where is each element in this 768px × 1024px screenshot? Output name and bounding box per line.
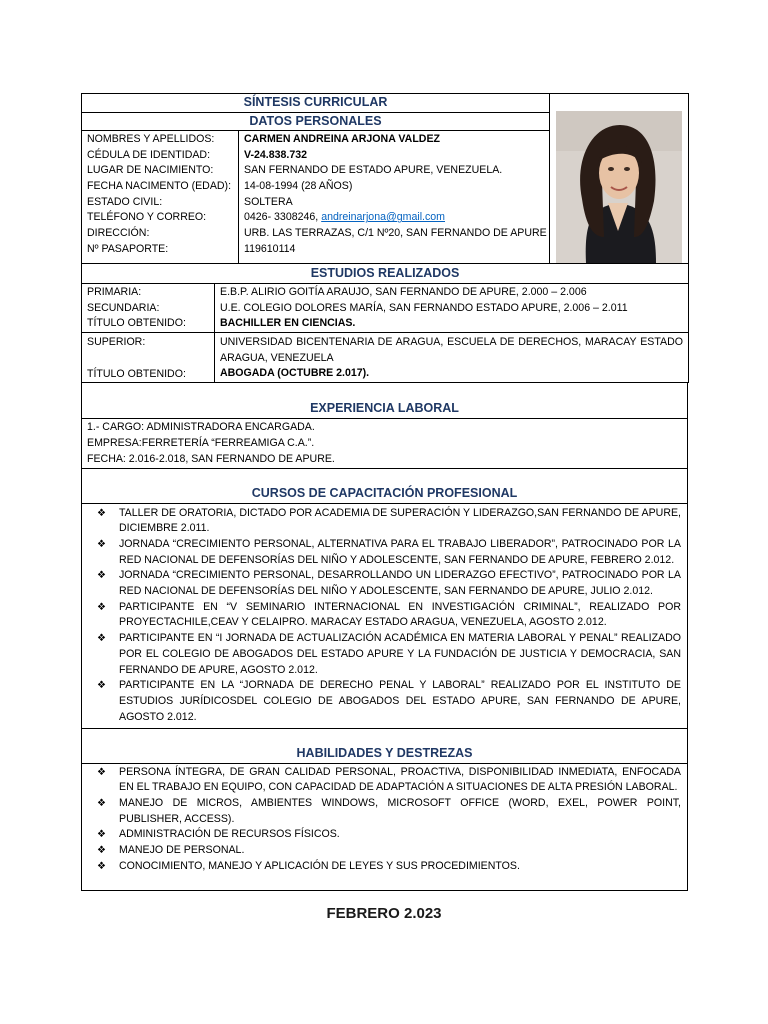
diamond-bullet-icon: ❖ [97, 507, 106, 519]
list-item: ❖ PARTICIPANTE EN “I JORNADA DE ACTUALIZACIÓN ACADÉMICA EN MATERIA LABORAL Y PENAL” REALIZADO POR EL COLEGIO DE ABOGADOS DEL ESTADO APURE Y LA FUNDACIÓN DE JUSTICIA Y DEMOCRACIA, SAN FERNANDO DE APURE, AGOSTO 2.012. [97, 632, 681, 676]
label-title-superior: TÍTULO OBTENIDO: [87, 367, 186, 380]
diamond-bullet-icon: ❖ [97, 570, 106, 582]
value-id: V-24.838.732 [244, 148, 308, 161]
value-phone: 0426- 3308246, [244, 211, 319, 224]
label-name: NOMBRES Y APELLIDOS: [87, 133, 215, 145]
diamond-bullet-icon: ❖ [97, 538, 106, 550]
value-title-basic: BACHILLER EN CIENCIAS. [220, 317, 356, 330]
value-birthdate: 14-08-1994 (28 AÑOS) [244, 180, 353, 193]
label-primary: PRIMARIA: [87, 286, 142, 298]
list-item: ❖ MANEJO DE MICROS, AMBIENTES WINDOWS, MICROSOFT OFFICE (WORD, EXEL, POWER POINT, PUBLISHER, ACCESS). [97, 796, 681, 825]
label-civil-status: ESTADO CIVIL: [87, 195, 163, 208]
photo-cell [550, 94, 689, 264]
label-superior: SUPERIOR: [87, 336, 146, 349]
list-item: ❖ TALLER DE ORATORIA, DICTADO POR ACADEMIA DE SUPERACIÓN Y LIDERAZGO,SAN FERNANDO DE APURE, DICIEMBRE 2.011. [97, 506, 681, 535]
diamond-bullet-icon: ❖ [97, 845, 106, 857]
label-address: DIRECCIÓN: [87, 227, 150, 240]
diamond-bullet-icon: ❖ [97, 860, 106, 872]
courses-heading: CURSOS DE CAPACITACIÓN PROFESIONAL [82, 468, 688, 503]
value-civil-status: SOLTERA [244, 195, 293, 208]
label-phone-email: TELÉFONO Y CORREO: [87, 211, 207, 224]
value-birthplace: SAN FERNANDO DE ESTADO APURE, VENEZUELA. [244, 164, 503, 177]
value-address: URB. LAS TERRAZAS, C/1 Nº20, SAN FERNANDO DE APURE [244, 227, 547, 240]
basic-studies-values [215, 284, 689, 333]
basic-studies-labels [82, 284, 215, 333]
list-item: ❖ PARTICIPANTE EN “V SEMINARIO INTERNACIONAL EN INVESTIGACIÓN CRIMINAL”, REALIZADO POR PROYECTACHILE,CEAV Y CELAIPRO. MARACAY ESTADO ARAGUA, VENEZUELA, AGOSTO 2.012. [97, 600, 681, 629]
diamond-bullet-icon: ❖ [97, 633, 106, 645]
label-secondary: SECUNDARIA: [87, 301, 160, 314]
diamond-bullet-icon: ❖ [97, 829, 106, 841]
skills-heading: HABILIDADES Y DESTREZAS [82, 728, 688, 763]
document-title: SÍNTESIS CURRICULAR [82, 94, 550, 113]
studies-heading: ESTUDIOS REALIZADOS [82, 264, 689, 284]
experience-table [81, 382, 688, 468]
list-item: ❖ CONOCIMIENTO, MANEJO Y APLICACIÓN DE LEYES Y SUS PROCEDIMIENTOS. [89, 859, 681, 875]
courses-list [82, 506, 687, 726]
value-name: CARMEN ANDREINA ARJONA VALDEZ [244, 133, 440, 145]
label-id: CÉDULA DE IDENTIDAD: [87, 148, 211, 161]
experience-line: FECHA: 2.016-2.018, SAN FERNANDO DE APURE. [87, 452, 335, 465]
skills-list [82, 765, 687, 875]
list-item: ❖ ADMINISTRACIÓN DE RECURSOS FÍSICOS. [89, 827, 681, 843]
list-item: ❖ MANEJO DE PERSONAL. [89, 843, 681, 859]
value-title-superior: ABOGADA (OCTUBRE 2.017). [220, 367, 370, 380]
courses-table [81, 468, 688, 729]
experience-heading: EXPERIENCIA LABORAL [82, 383, 688, 419]
portrait-photo [556, 111, 682, 263]
value-phone-email [244, 210, 544, 226]
footer-date: FEBRERO 2.023 [326, 905, 442, 922]
list-item: ❖ JORNADA “CRECIMIENTO PERSONAL, ALTERNATIVA PARA EL TRABAJO LIBERADOR”, PATROCINADO POR LA RED NACIONAL DE DEFENSORÍAS DEL NIÑO Y ADOLESCENTE, SAN FERNANDO DE APURE, FEBRERO 2.012. [97, 537, 681, 566]
diamond-bullet-icon: ❖ [97, 680, 106, 692]
value-secondary: U.E. COLEGIO DOLORES MARÍA, SAN FERNANDO ESTADO APURE, 2.006 – 2.011 [220, 301, 628, 314]
list-item: ❖ PARTICIPANTE EN LA “JORNADA DE DERECHO PENAL Y LABORAL” REALIZADO POR EL INSTITUTO DE ESTUDIOS JURÍDICOSDEL COLEGIO DE ABOGADOS DEL ESTADO APURE, SAN FERNANDO DE APURE, AGOSTO 2.012. [97, 679, 681, 723]
diamond-bullet-icon: ❖ [97, 601, 106, 613]
experience-body [82, 419, 688, 468]
personal-data-heading: DATOS PERSONALES [82, 113, 550, 131]
personal-labels [82, 131, 239, 264]
value-superior: UNIVERSIDAD BICENTENARIA DE ARAGUA, ESCUELA DE DERECHOS, MARACAY ESTADO ARAGUA, VENEZUELA [220, 336, 683, 364]
studies-table [81, 263, 689, 383]
diamond-bullet-icon: ❖ [97, 797, 106, 809]
skills-table [81, 728, 688, 891]
diamond-bullet-icon: ❖ [97, 766, 106, 778]
skills-body [82, 763, 688, 890]
personal-data-table [81, 93, 689, 264]
label-birthplace: LUGAR DE NACIMIENTO: [87, 164, 214, 177]
value-primary: E.B.P. ALIRIO GOITÍA ARAUJO, SAN FERNANDO DE APURE, 2.000 – 2.006 [220, 286, 587, 298]
list-item: ❖ JORNADA “CRECIMIENTO PERSONAL, DESARROLLANDO UN LIDERAZGO EFECTIVO”, PATROCINADO POR LA RED NACIONAL DE DEFENSORÍAS DEL NIÑO Y ADOLESCENTE, SAN FERNANDO DE APURE, JULIO 2.012. [97, 569, 681, 598]
superior-labels [82, 333, 215, 383]
label-birthdate: FECHA NACIMENTO (EDAD): [87, 180, 232, 193]
superior-values [215, 333, 689, 383]
label-passport: Nº PASAPORTE: [87, 242, 169, 255]
courses-body [82, 503, 688, 728]
personal-values [239, 131, 550, 264]
label-title-basic: TÍTULO OBTENIDO: [87, 317, 186, 330]
value-passport: 119610114 [244, 242, 296, 255]
list-item: ❖ PERSONA ÍNTEGRA, DE GRAN CALIDAD PERSONAL, PROACTIVA, DISPONIBILIDAD INMEDIATA, ENFOCADA EN EL TRABAJO EN EQUIPO, CON CAPACIDAD DE ADAPTACIÓN A SITUACIONES DE ALTA PRESIÓN LABORAL. [97, 765, 681, 794]
experience-line: EMPRESA:FERRETERÍA “FERREAMIGA C.A.”. [87, 437, 315, 450]
experience-line: 1.- CARGO: ADMINISTRADORA ENCARGADA. [87, 421, 315, 434]
email-link[interactable]: andreinarjona@gmail.com [321, 211, 446, 224]
cv-sheet [81, 93, 688, 891]
